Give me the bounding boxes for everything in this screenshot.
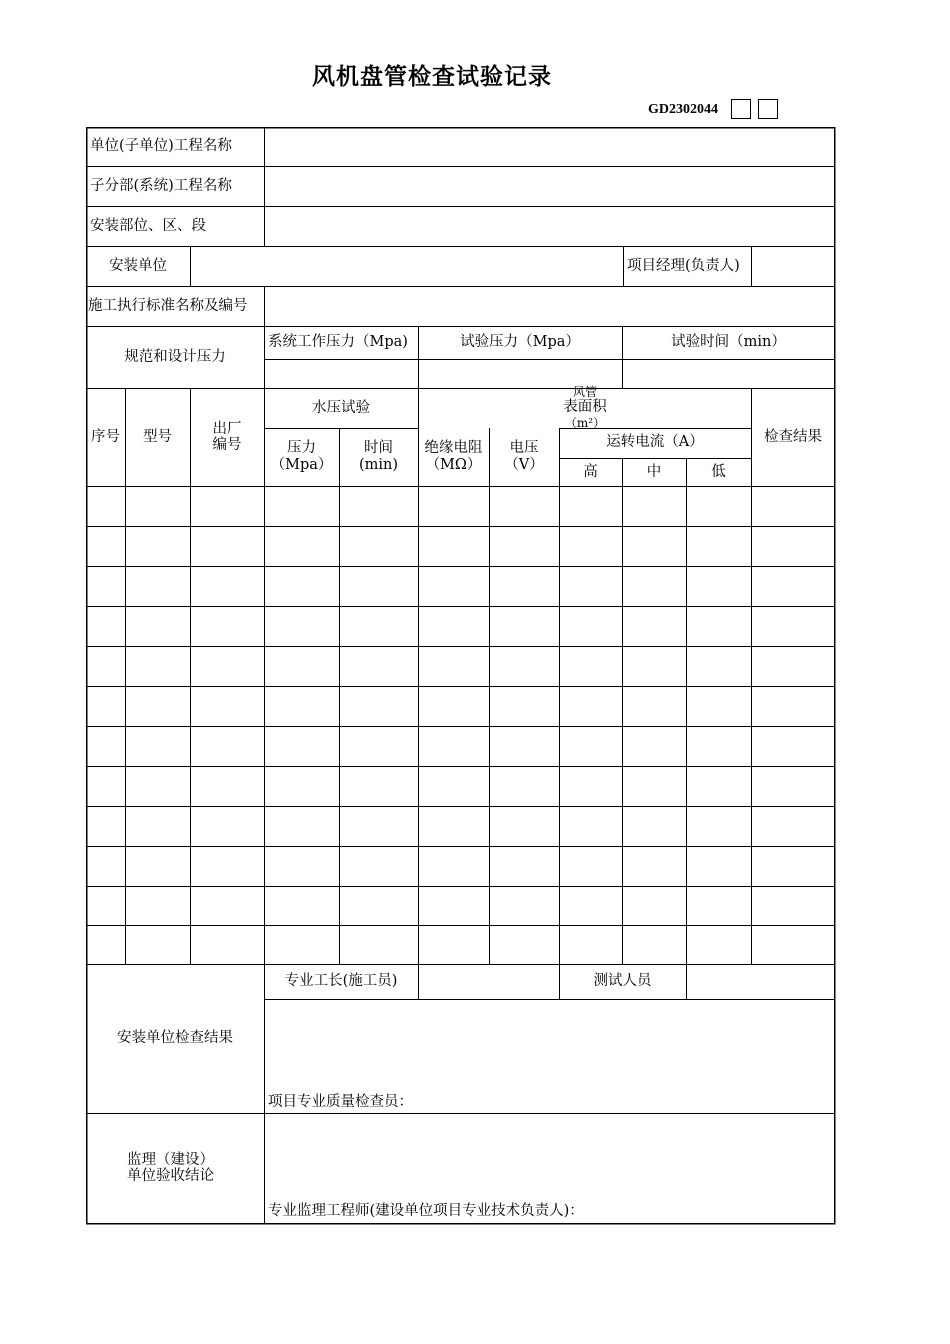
col-seq: 序号	[91, 429, 120, 445]
sub-project-label: 子分部(系统)工程名称	[90, 178, 232, 194]
col-model: 型号	[143, 429, 172, 445]
col-voltage-line2: （V）	[504, 457, 544, 473]
col-area-line3: （m²）	[564, 416, 606, 430]
supervision-label-line2: 单位验收结论	[127, 1168, 214, 1184]
form-code: GD2302044	[648, 102, 718, 117]
col-insulation-line2: （MΩ）	[425, 457, 482, 473]
col-result: 检查结果	[764, 429, 822, 445]
install-check-label: 安装单位检查结果	[117, 1030, 233, 1046]
test-pressure-label: 试验压力（Mpa）	[460, 334, 580, 350]
standard-label: 施工执行标准名称及编号	[88, 298, 248, 314]
col-serial-line1: 出厂	[212, 421, 242, 437]
col-voltage-line1: 电压	[509, 440, 539, 456]
qc-inspector-label: 项目专业质量检查员：	[268, 1094, 413, 1110]
install-unit-label: 安装单位	[109, 258, 167, 274]
col-time-line1: 时间	[364, 440, 393, 456]
test-time-label: 试验时间（min）	[671, 334, 786, 350]
supervision-label-line1: 监理（建设）	[127, 1152, 214, 1168]
col-area-line2: 表面积	[563, 399, 607, 415]
col-current-low: 低	[711, 464, 726, 480]
col-area-line1: 风管	[572, 385, 597, 399]
project-manager-label: 项目经理(负责人)	[627, 258, 740, 274]
col-pressure-line1: 压力	[287, 440, 316, 456]
col-current: 运转电流（A）	[606, 434, 704, 450]
design-pressure-label: 规范和设计压力	[124, 349, 226, 365]
col-current-mid: 中	[646, 464, 662, 480]
col-pressure-line2: （Mpa）	[270, 457, 333, 473]
col-time-line2: (min)	[358, 457, 399, 473]
system-pressure-label: 系统工作压力（Mpa)	[268, 334, 408, 350]
install-location-label: 安装部位、区、段	[90, 218, 206, 234]
col-serial-line2: 编号	[212, 437, 242, 453]
unit-project-label: 单位(子单位)工程名称	[90, 138, 232, 154]
tester-label: 测试人员	[593, 973, 652, 989]
supervision-engineer-label: 专业监理工程师(建设单位项目专业技术负责人)：	[268, 1203, 584, 1219]
col-hydro-test: 水压试验	[312, 400, 370, 416]
foreman-label: 专业工长(施工员)	[284, 973, 398, 989]
col-insulation-line1: 绝缘电阻	[424, 440, 483, 456]
form-title: 风机盘管检查试验记录	[312, 64, 552, 90]
col-current-high: 高	[583, 464, 598, 480]
